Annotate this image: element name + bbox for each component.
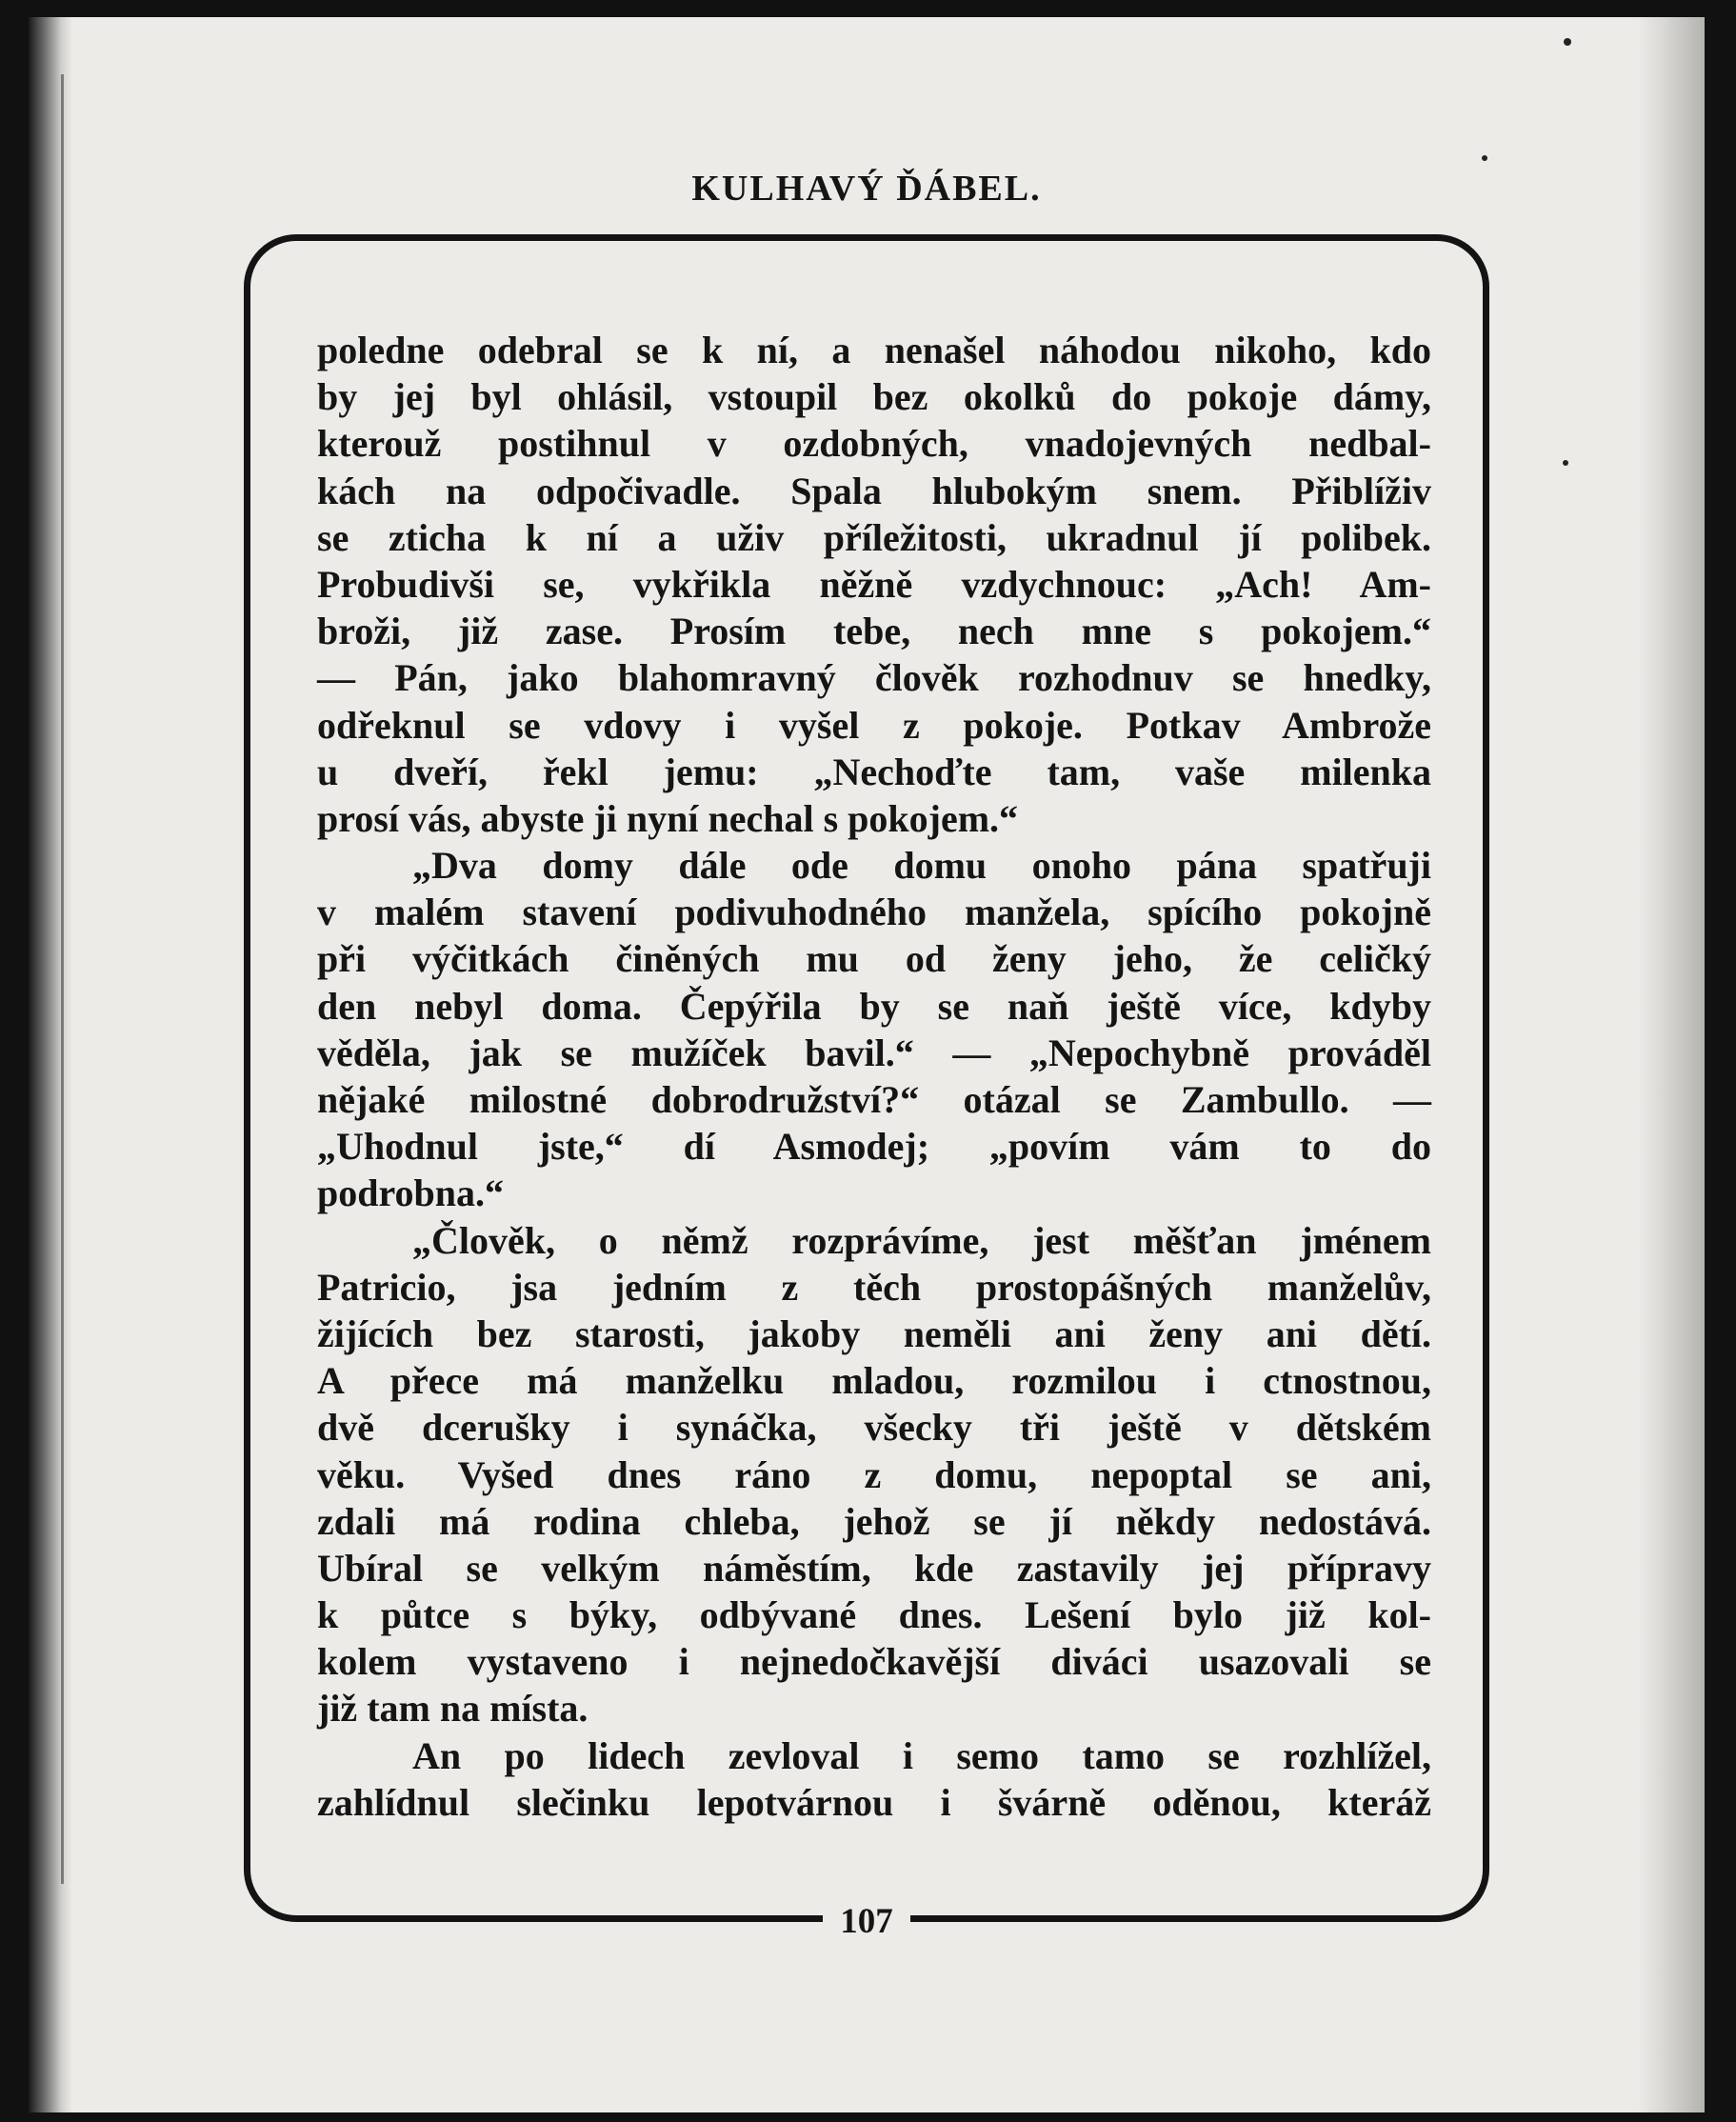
text-line: nějaké milostné dobrodružství?“ otázal se Zambullo. — (317, 1078, 1431, 1121)
text-line: kolem vystaveno i nejnedočkavější diváci usazovali se (317, 1640, 1431, 1684)
text-line: v malém stavení podivuhodného manžela, spícího pokojně (317, 891, 1431, 934)
text-line: se zticha k ní a uživ příležitosti, ukradnul jí polibek. (317, 515, 1431, 559)
text-line: Patricio, jsa jedním z těch prostopášných manželův, (317, 1265, 1431, 1309)
text-line: kterouž postihnul v ozdobných, vnadojevných nedbal- (317, 422, 1431, 466)
text-line: broži, již zase. Prosím tebe, nech mne s pokojem.“ (317, 610, 1431, 653)
text-line: kách na odpočivadle. Spala hlubokým snem. Přiblíživ (317, 469, 1431, 512)
text-line: věku. Vyšed dnes ráno z domu, nepoptal se ani, (317, 1452, 1431, 1496)
text-line: „Člověk, o němž rozprávíme, jest měšťan jménem (412, 1218, 1431, 1262)
text-line: — Pán, jako blahomravný člověk rozhodnuv se hnedky, (317, 656, 1431, 700)
text-line: Probudivši se, vykřikla něžně vzdychnouc: „Ach! Am- (317, 562, 1431, 606)
body-text (317, 327, 1431, 1826)
text-line: věděla, jak se mužíček bavil.“ — „Nepochybně prováděl (317, 1031, 1431, 1074)
text-line: k půtce s býky, odbývané dnes. Lešení bylo již kol- (317, 1593, 1431, 1637)
text-line: u dveří, řekl jemu: „Nechoďte tam, vaše milenka (317, 750, 1431, 793)
text-line: Ubíral se velkým náměstím, kde zastavily jej přípravy (317, 1546, 1431, 1590)
text-line: žijících bez starosti, jakoby neměli ani ženy ani dětí. (317, 1311, 1431, 1355)
print-speck (1564, 38, 1571, 46)
print-speck (1563, 460, 1568, 466)
text-line: „Uhodnul jste,“ dí Asmodej; „povím vám to do (317, 1125, 1431, 1169)
text-line: An po lidech zevloval i semo tamo se rozhlížel, (412, 1733, 1431, 1777)
running-title: KULHAVÝ ĎÁBEL. (691, 169, 1042, 209)
gutter-edge (61, 74, 64, 1884)
gutter-shadow (29, 17, 72, 2112)
text-line: podrobna.“ (317, 1171, 505, 1215)
page-number-row (29, 1901, 1705, 1942)
text-line: poledne odebral se k ní, a nenašel náhodou nikoho, kdo (317, 329, 1431, 371)
text-line: zdali má rodina chleba, jehož se jí někdy nedostává. (317, 1499, 1431, 1543)
book-page (29, 17, 1705, 2112)
text-line: při výčitkách činěných mu od ženy jeho, že celičký (317, 937, 1431, 981)
text-line: A přece má manželku mladou, rozmilou i ctnostnou, (317, 1359, 1431, 1403)
text-line: „Dva domy dále ode domu onoho pána spatřuji (412, 844, 1431, 888)
text-line: by jej byl ohlásil, vstoupil bez okolků do pokoje dámy, (317, 375, 1431, 419)
text-line: den nebyl doma. Čepýřila by se naň ještě více, kdyby (317, 984, 1431, 1028)
page-edge-shadow (1638, 17, 1705, 2112)
text-line: prosí vás, abyste ji nyní nechal s pokojem.“ (317, 796, 1019, 840)
page-number: 107 (823, 1901, 910, 1942)
text-line: zahlídnul slečinku lepotvárnou i švárně oděnou, kteráž (317, 1780, 1431, 1824)
print-speck (1482, 155, 1487, 161)
text-line: odřeknul se vdovy i vyšel z pokoje. Potkav Ambrože (317, 703, 1431, 747)
text-line: dvě dcerušky i synáčka, všecky tři ještě v dětském (317, 1406, 1431, 1450)
text-line: již tam na místa. (317, 1687, 589, 1731)
